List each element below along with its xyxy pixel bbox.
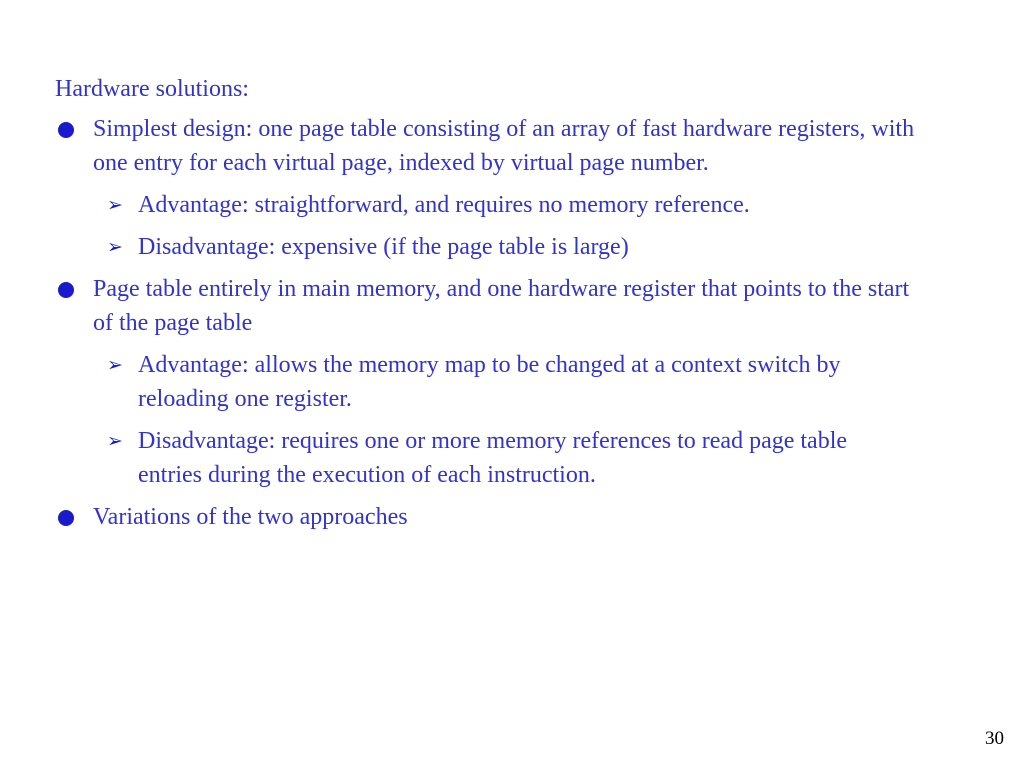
- bullet-list: [55, 112, 915, 542]
- arrowhead-bullet-icon: ➢: [107, 354, 123, 376]
- slide-heading: Hardware solutions:: [55, 76, 249, 102]
- sub-bullet-text: Disadvantage: expensive (if the page table is large): [138, 234, 629, 260]
- bullet-item: [55, 500, 915, 534]
- page-number: 30: [985, 728, 1004, 749]
- sub-bullet-text: Advantage: allows the memory map to be changed at a context switch by reloading one register.: [138, 352, 841, 412]
- filled-circle-bullet-icon: [58, 282, 74, 298]
- sub-bullet-item: [55, 230, 915, 264]
- sub-bullet-item: [55, 424, 915, 492]
- filled-circle-bullet-icon: [58, 122, 74, 138]
- sub-bullet-item: [55, 348, 915, 416]
- arrowhead-bullet-icon: ➢: [107, 236, 123, 258]
- arrowhead-bullet-icon: ➢: [107, 430, 123, 452]
- filled-circle-bullet-icon: [58, 510, 74, 526]
- bullet-text: Page table entirely in main memory, and one hardware register that points to the start of the page table: [93, 276, 910, 336]
- bullet-item: [55, 112, 915, 180]
- bullet-text: Variations of the two approaches: [93, 504, 408, 530]
- sub-bullet-text: Advantage: straightforward, and requires no memory reference.: [138, 192, 750, 218]
- sub-bullet-item: [55, 188, 915, 222]
- bullet-text: Simplest design: one page table consisting of an array of fast hardware registers, with one entry for each virtual page, indexed by virtual page number.: [93, 116, 915, 176]
- arrowhead-bullet-icon: ➢: [107, 194, 123, 216]
- sub-bullet-text: Disadvantage: requires one or more memory references to read page table entries during the execution of each instruction.: [138, 428, 848, 488]
- bullet-item: [55, 272, 915, 340]
